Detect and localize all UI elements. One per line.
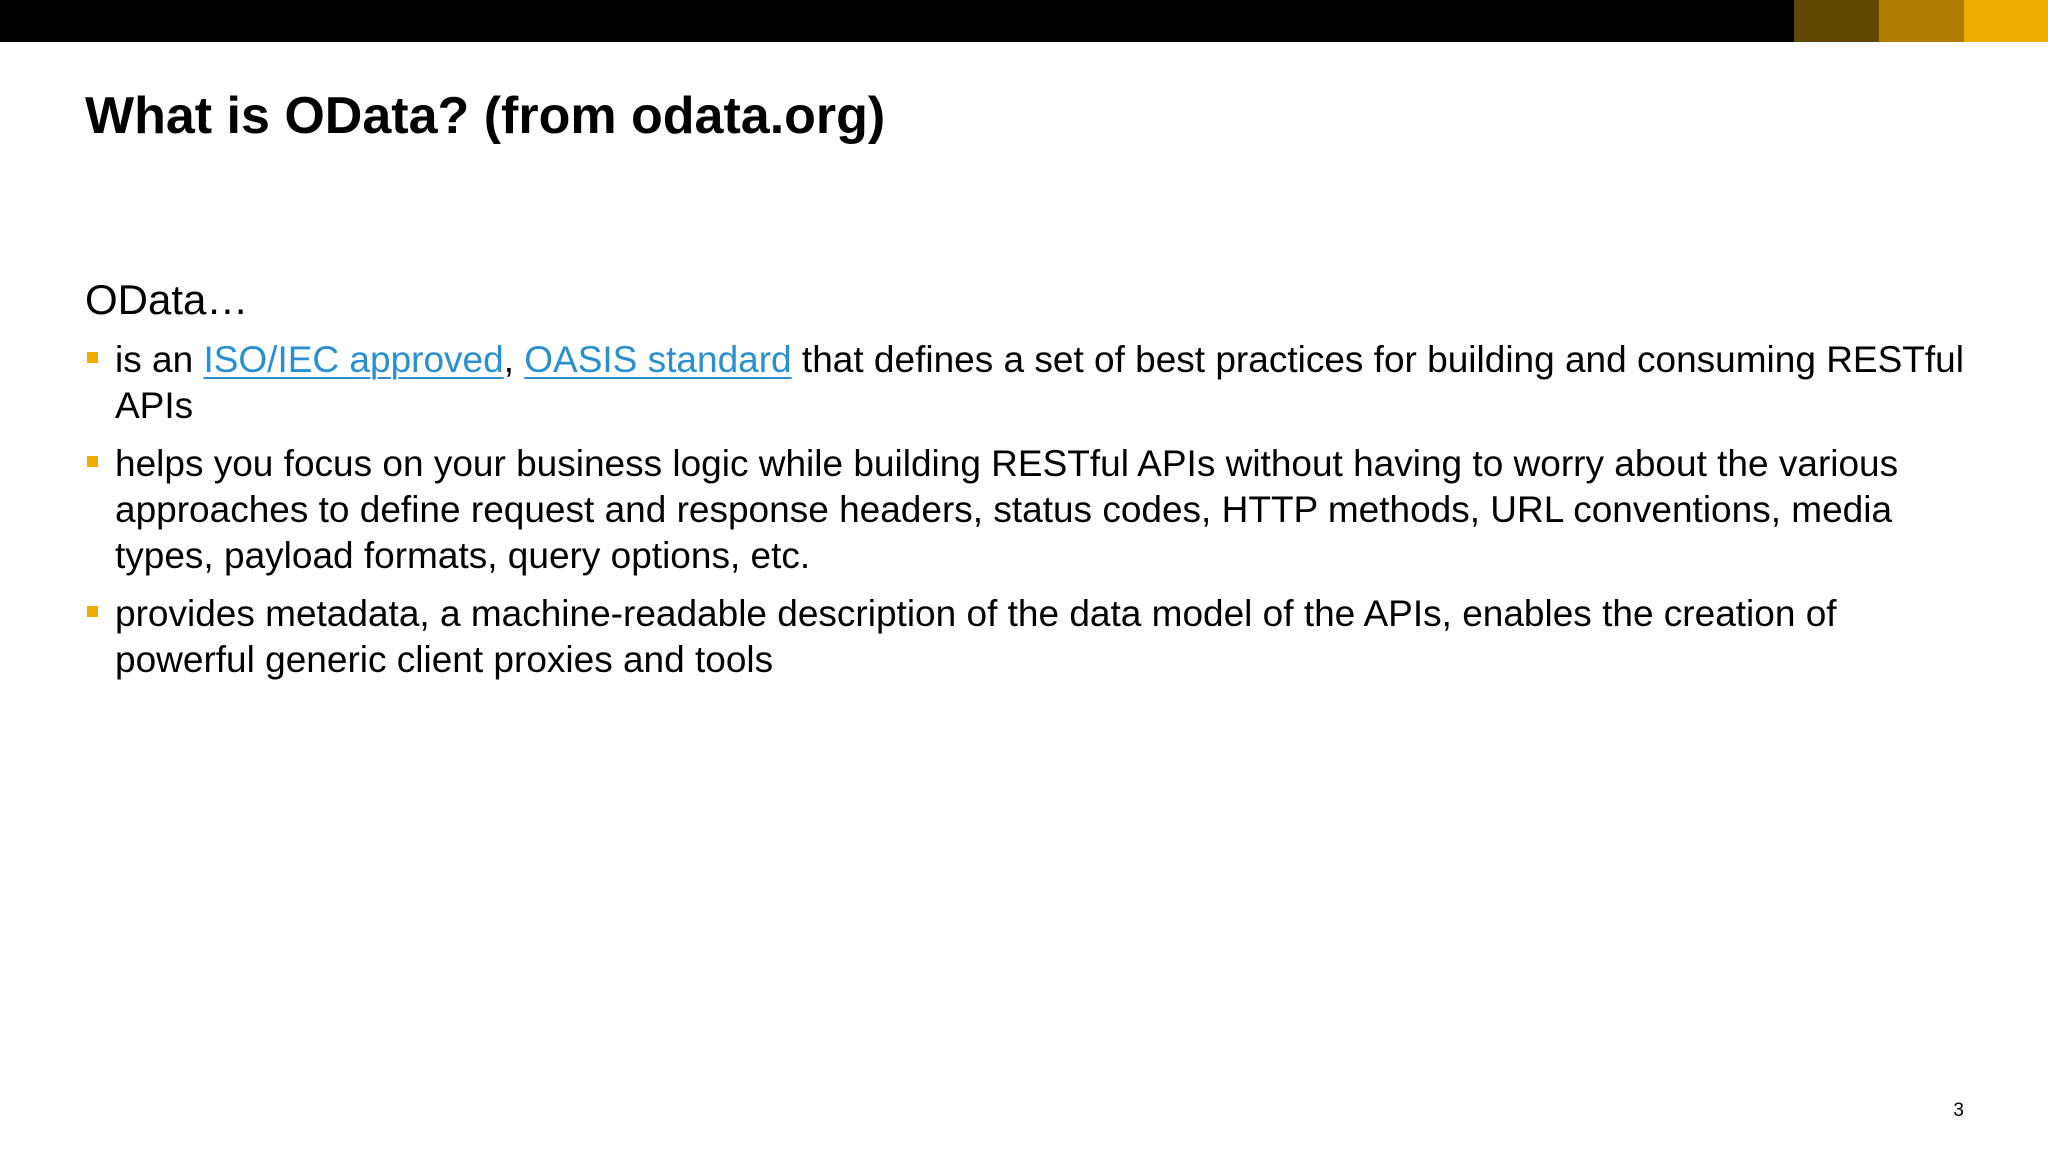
top-bar [0,0,2048,42]
page-number: 3 [1953,1100,1964,1121]
bullet-text-separator: , [503,339,525,380]
bullet-list [85,337,1965,695]
accent-block-light [1964,0,2048,42]
square-bullet-icon [87,352,98,363]
bullet-text-prefix: is an [115,339,204,380]
bullet-item-standard [85,337,1965,429]
accent-block-mid [1879,0,1964,42]
bullet-text-suffix: that defines a set of best practices for building and consuming RESTful APIs [115,339,1964,426]
intro-text: OData… [85,276,249,323]
bullet-item-metadata [85,591,1965,683]
bullet-text: provides metadata, a machine-readable description of the data model of the APIs, enables the creation of powerful generic client proxies and tools [115,593,1837,680]
bullet-item-business-logic [85,441,1965,579]
square-bullet-icon [87,456,98,467]
square-bullet-icon [87,606,98,617]
accent-block-dark [1794,0,1879,42]
slide-title: What is OData? (from odata.org) [85,87,886,145]
bullet-text: helps you focus on your business logic while building RESTful APIs without having to worry about the various approaches to define request and response headers, status codes, HTTP methods, URL conventions, media types, payload formats, query options, etc. [115,443,1899,576]
oasis-standard-link[interactable]: OASIS standard [524,339,792,380]
iso-iec-approved-link[interactable]: ISO/IEC approved [203,339,504,380]
